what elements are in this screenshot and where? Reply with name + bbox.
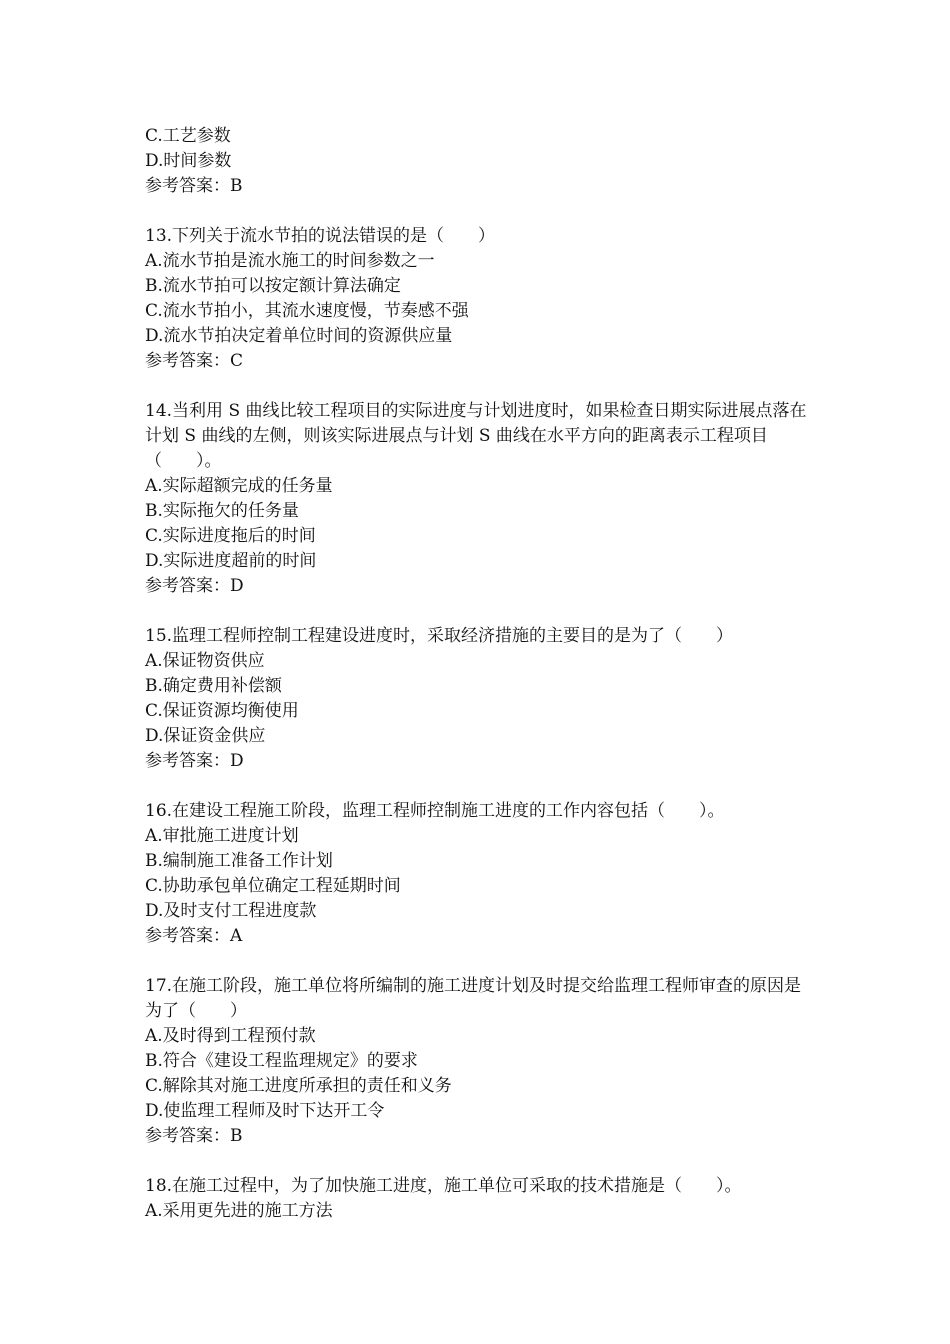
option-b: B.符合《建设工程监理规定》的要求: [145, 1051, 418, 1071]
option-c: C.实际进度拖后的时间: [145, 526, 316, 546]
option-a: A.实际超额完成的任务量: [145, 476, 333, 496]
option-d: D.时间参数: [145, 151, 232, 171]
question-stem: 17.在施工阶段，施工单位将所编制的施工进度计划及时提交给监理工程师审查的原因是为了（ ）: [145, 976, 802, 1021]
option-d: D.保证资金供应: [145, 726, 266, 746]
option-d: D.实际进度超前的时间: [145, 551, 317, 571]
question-13: [145, 224, 825, 374]
option-c: C.工艺参数: [145, 126, 231, 146]
option-c: C.协助承包单位确定工程延期时间: [145, 876, 401, 896]
answer-line: 参考答案：C: [145, 351, 244, 371]
answer-line: 参考答案：A: [145, 926, 243, 946]
question-17: [145, 974, 825, 1149]
question-15: [145, 624, 825, 774]
option-c: C.流水节拍小，其流水速度慢，节奏感不强: [145, 301, 469, 321]
option-b: B.流水节拍可以按定额计算法确定: [145, 276, 401, 296]
question-stem: 13.下列关于流水节拍的说法错误的是（ ）: [145, 226, 496, 246]
leading-fragment: [145, 124, 825, 199]
option-c: C.解除其对施工进度所承担的责任和义务: [145, 1076, 452, 1096]
option-b: B.实际拖欠的任务量: [145, 501, 299, 521]
option-b: B.编制施工准备工作计划: [145, 851, 333, 871]
question-stem: 15.监理工程师控制工程建设进度时，采取经济措施的主要目的是为了（ ）: [145, 626, 734, 646]
question-stem: 14.当利用 S 曲线比较工程项目的实际进度与计划进度时，如果检查日期实际进展点落在计划 S 曲线的左侧，则该实际进展点与计划 S 曲线在水平方向的距离表示工程项目（ ）。: [145, 401, 807, 471]
question-16: [145, 799, 825, 949]
question-14: [145, 399, 825, 599]
option-c: C.保证资源均衡使用: [145, 701, 299, 721]
answer-line: 参考答案：B: [145, 176, 243, 196]
option-a: A.流水节拍是流水施工的时间参数之一: [145, 251, 435, 271]
answer-line: 参考答案：B: [145, 1126, 243, 1146]
option-d: D.流水节拍决定着单位时间的资源供应量: [145, 326, 453, 346]
question-stem: 16.在建设工程施工阶段，监理工程师控制施工进度的工作内容包括（ ）。: [145, 801, 725, 821]
answer-line: 参考答案：D: [145, 751, 244, 771]
question-18: [145, 1174, 825, 1224]
question-stem: 18.在施工过程中，为了加快施工进度，施工单位可采取的技术措施是（ ）。: [145, 1176, 742, 1196]
option-a: A.及时得到工程预付款: [145, 1026, 316, 1046]
option-b: B.确定费用补偿额: [145, 676, 282, 696]
option-a: A.采用更先进的施工方法: [145, 1201, 333, 1221]
option-d: D.使监理工程师及时下达开工令: [145, 1101, 385, 1121]
option-d: D.及时支付工程进度款: [145, 901, 317, 921]
option-a: A.保证物资供应: [145, 651, 265, 671]
option-a: A.审批施工进度计划: [145, 826, 299, 846]
answer-line: 参考答案：D: [145, 576, 244, 596]
document-page: [145, 124, 825, 1224]
